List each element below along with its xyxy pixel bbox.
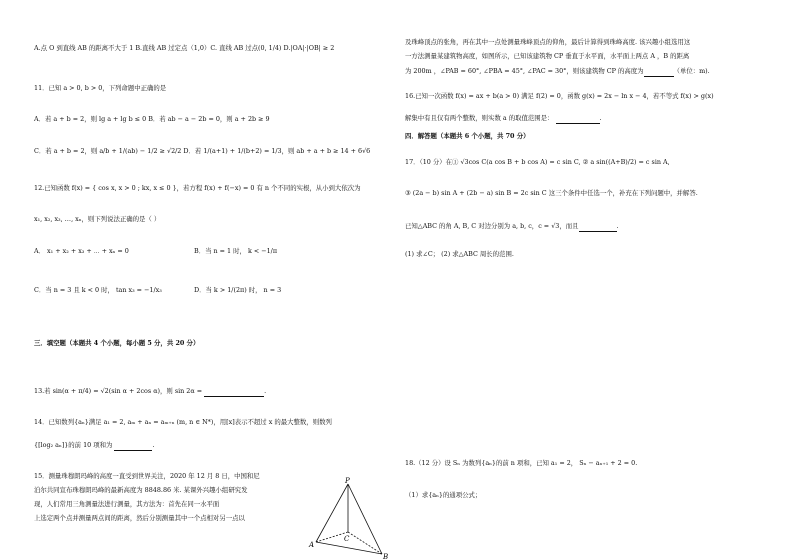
q11-options-cd: C．若 a + b = 2，则 a/b + 1/(ab) − 1/2 ≥ √2/2 D．若 1/(a+1) + 1/(b+2) = 1/3，则 ab + a + b ≥ 14 + 6√6: [34, 147, 371, 155]
q16-stem: 16.已知一次函数 f(x) = ax + b(a > 0) 满足 f(2) = 0，函数 g(x) = 2x − ln x − 4，若不等式 f(x) > g(x): [405, 92, 714, 100]
q14-stem: 14．已知数列{aₙ}满足 a₁ = 2, aₘ + aₙ = aₘ₊ₙ (m, n ∈ N*)，用[x]表示不超过 x 的最大整数，则数列: [34, 418, 332, 426]
answer-blank: [556, 114, 600, 124]
answer-blank: [579, 222, 617, 232]
q11-stem: 11．已知 a > 0, b > 0，下列命题中正确的是: [34, 84, 167, 92]
q17-given: 已知△ABC 的角 A, B, C 对边分别为 a, b, c，c = √3，而且 .: [405, 222, 619, 230]
label-b: B: [383, 553, 389, 560]
label-c: C: [344, 535, 350, 543]
section-3-heading: 三．填空题（本题共 4 个小题，每小题 5 分，共 20 分）: [34, 339, 200, 347]
q17-condition-3: ③ (2a − b) sin A + (2b − a) sin B = 2c sin C 这三个条件中任选一个，补充在下列问题中，并解答.: [405, 189, 698, 197]
q11-options-ab: A．若 a + b = 2，则 lg a + lg b ≤ 0 B．若 ab − a − 2b = 0，则 a + 2b ≥ 9: [34, 115, 270, 123]
answer-blank: [204, 387, 264, 397]
q12-stem: 12.已知函数 f(x) = { cos x, x > 0 ; kx, x ≤ 0 }，若方程 f(x) + f(−x) = 0 有 n 个不同的实根，从小到大依次为: [34, 184, 361, 192]
q15-line-3: 现，人们常用三角测量法进行测量，其方法为：首先在同一水平面: [34, 500, 220, 508]
q15-line-2: 泊尔共同宣布珠穆朗玛峰的最新高度为 8848.86 米. 某课外兴趣小组研究发: [34, 486, 248, 494]
q12-option-d: D．当 k > 1/(2π) 时， n = 3: [194, 286, 282, 294]
q10-options: A.点 O 到直线 AB 的距离不大于 1 B.直线 AB 过定点（1,0）C. 直线 AB 过点(0, 1/4) D.|OA|·|OB| ≥ 2: [34, 44, 335, 52]
pyramid-figure: [306, 476, 398, 560]
q18-part-1: （1）求{aₙ}的通项公式；: [405, 491, 482, 499]
q16-stem-cont: 解集中有且仅有两个整数，则实数 a 的取值范围是： .: [405, 114, 602, 122]
q15-line-1: 15．测量珠穆朗玛峰的高度一直受到世界关注，2020 年 12 月 8 日，中国和尼: [34, 472, 260, 480]
q12-option-c: C．当 n = 3 且 k < 0 时， tan x₃ = −1/x₃: [34, 286, 162, 294]
answer-blank: [114, 441, 152, 451]
q15-line-4: 上选定两个点并测量两点间的距离，然后分别测量其中一个点相对另一点以: [34, 514, 245, 522]
q18-stem: 18.（12 分）设 Sₙ 为数列{aₙ}的前 n 项和，已知 a₁ = 2， Sₙ − aₙ₊₁ + 2 = 0.: [405, 459, 638, 467]
edge-pb: [348, 484, 382, 554]
q17-conditions: 17．（10 分）在① √3cos C(a cos B + b cos A) = c sin C, ② a sin((A+B)/2) = c sin A,: [405, 158, 670, 166]
label-a: A: [309, 541, 315, 549]
answer-blank: [644, 67, 674, 77]
q15-cont-line-3: 为 200m ，∠PAB = 60°, ∠PBA = 45°, ∠PAC = 30°，则该建筑物 CP 的高度为 （单位：m).: [405, 67, 710, 75]
section-4-heading: 四．解答题（本题共 6 个小题，共 70 分）: [405, 132, 530, 140]
label-p: P: [345, 477, 350, 485]
q14-stem-cont: {[log₂ aₙ]}的前 10 项和为 .: [34, 441, 155, 449]
q15-cont-line-2: 一方法测量某建筑物高度，如图所示，已知该建筑物 CP 垂直于水平面，水平面上两点 A ，B 的距离: [405, 52, 690, 60]
q12-option-b: B．当 n = 1 时， k < −1/π: [194, 247, 278, 255]
q12-roots: x₁, x₂, x₃, …, xₙ，则下列说法正确的是（ ）: [34, 215, 161, 223]
q12-option-a: A． x₁ + x₂ + x₃ + ⋯ + xₙ = 0: [34, 247, 129, 255]
q13-stem: 13.若 sin(α + π/4) = √2(sin α + 2cos α)，则 sin 2α = .: [34, 387, 267, 395]
q17-tasks: (1) 求∠C； (2) 求△ABC 周长的范围.: [405, 250, 514, 258]
q15-cont-line-1: 及珠峰顶点的张角，再在其中一点处测量珠峰顶点的仰角，最后计算得到珠峰高度. 该兴趣小组选用这: [405, 38, 691, 46]
